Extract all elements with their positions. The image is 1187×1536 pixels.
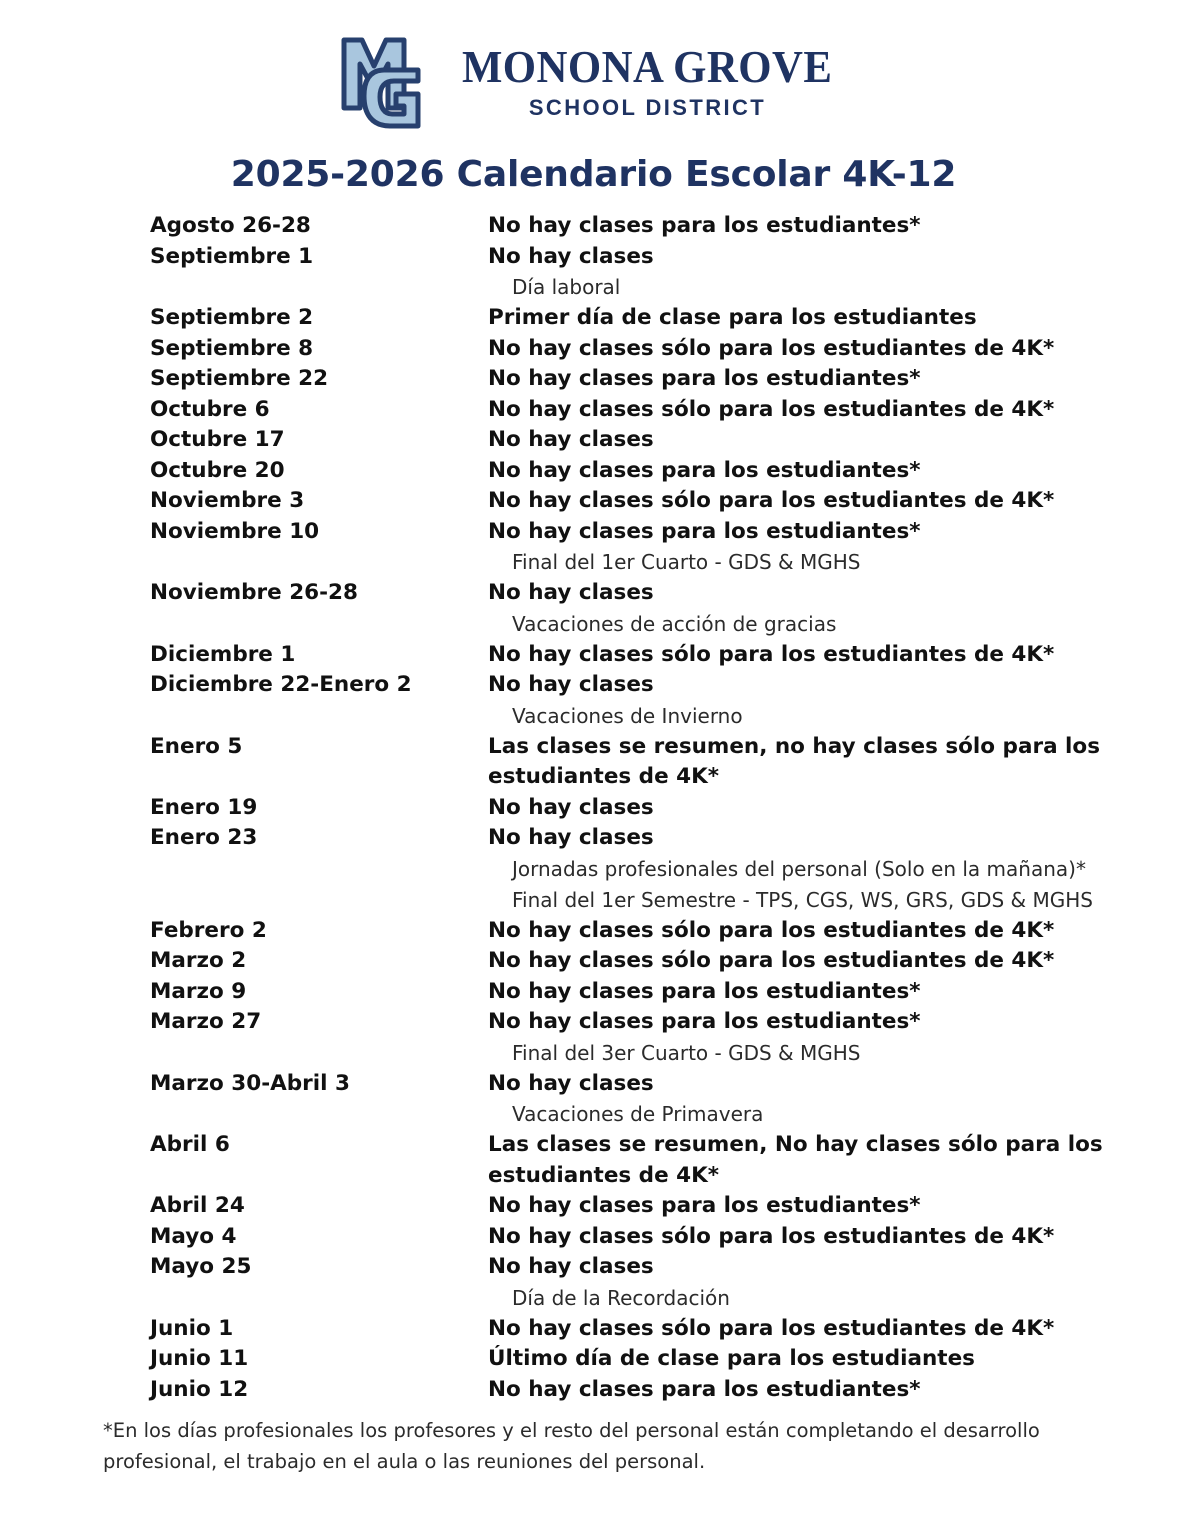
calendar-row-body	[488, 1007, 1127, 1069]
calendar-row-date: Mayo 25	[150, 1254, 252, 1279]
calendar-row-description: Las clases se resumen, no hay clases sólo para los estudiantes de 4K*	[488, 733, 1100, 789]
calendar-row-body	[488, 303, 1127, 334]
calendar-row-body	[488, 732, 1127, 793]
calendar-row	[150, 1222, 1127, 1253]
calendar-row	[150, 670, 1127, 732]
calendar-row	[150, 425, 1127, 456]
calendar-row-description: No hay clases sólo para los estudiantes de 4K*	[488, 488, 1055, 513]
calendar-row-date: Diciembre 22-Enero 2	[150, 672, 412, 697]
calendar-row	[150, 456, 1127, 487]
page-header	[0, 0, 1187, 132]
calendar-row-description: No hay clases para los estudiantes*	[488, 1193, 921, 1218]
calendar-row	[150, 946, 1127, 977]
calendar-row-description: No hay clases	[488, 427, 654, 452]
calendar-row-date: Septiembre 1	[150, 243, 314, 269]
calendar-row-body	[488, 1344, 1127, 1375]
calendar-row-note: Final del 1er Semestre - TPS, CGS, WS, GRS, GDS & MGHS	[512, 887, 1093, 912]
calendar-row-body	[488, 1130, 1127, 1191]
calendar-row-date: Junio 1	[150, 1315, 234, 1341]
calendar-row	[150, 334, 1127, 365]
calendar-row-description: No hay clases para los estudiantes*	[488, 457, 921, 483]
calendar-row-body	[488, 946, 1127, 977]
calendar-row-description: No hay clases	[488, 243, 654, 269]
calendar-row	[150, 732, 1127, 793]
calendar-row	[150, 364, 1127, 395]
calendar-row-date: Noviembre 10	[150, 518, 320, 544]
calendar-row-note: Día de la Recordación	[512, 1285, 730, 1310]
calendar-row	[150, 517, 1127, 579]
calendar-row-body	[488, 823, 1127, 916]
calendar-row-body	[488, 1252, 1127, 1314]
calendar-row-date: Septiembre 8	[150, 335, 314, 361]
calendar-row	[150, 1344, 1127, 1375]
calendar-row-body	[488, 1222, 1127, 1253]
calendar-row-date: Octubre 17	[150, 427, 285, 452]
calendar-row-body	[488, 334, 1127, 365]
calendar-row-description: No hay clases para los estudiantes*	[488, 213, 921, 238]
calendar-row-description: No hay clases para los estudiantes*	[488, 1376, 921, 1402]
calendar-row-body	[488, 456, 1127, 487]
calendar-row-description: No hay clases	[488, 1254, 654, 1279]
calendar-list	[0, 211, 1187, 1405]
calendar-row-description: No hay clases para los estudiantes*	[488, 978, 921, 1004]
calendar-row-date: Marzo 9	[150, 978, 247, 1004]
calendar-row-body	[488, 1314, 1127, 1345]
calendar-row-body	[488, 395, 1127, 426]
calendar-row-description: No hay clases para los estudiantes*	[488, 518, 921, 544]
calendar-row-note: Jornadas profesionales del personal (Solo en la mañana)*	[512, 856, 1086, 881]
calendar-row-body	[488, 486, 1127, 517]
calendar-row-note: Vacaciones de acción de gracias	[512, 611, 837, 636]
calendar-row-body	[488, 977, 1127, 1008]
calendar-row	[150, 640, 1127, 671]
calendar-row	[150, 1252, 1127, 1314]
calendar-row-note: Final del 1er Cuarto - GDS & MGHS	[512, 550, 861, 574]
calendar-row-date: Febrero 2	[150, 917, 267, 943]
calendar-row	[150, 395, 1127, 426]
calendar-row	[150, 242, 1127, 304]
calendar-row-note: Vacaciones de Invierno	[512, 703, 743, 728]
calendar-row	[150, 1314, 1127, 1345]
calendar-row-description: No hay clases sólo para los estudiantes de 4K*	[488, 948, 1055, 973]
district-name: MONONA GROVE	[462, 40, 833, 92]
calendar-row-body	[488, 1375, 1127, 1406]
calendar-row-description: No hay clases	[488, 794, 654, 820]
calendar-row-date: Marzo 27	[150, 1009, 262, 1034]
calendar-row-date: Enero 5	[150, 733, 243, 759]
calendar-row-note: Día laboral	[512, 275, 621, 299]
calendar-row-note: Vacaciones de Primavera	[512, 1102, 764, 1126]
district-subtitle: SCHOOL DISTRICT	[528, 94, 767, 120]
calendar-row-body	[488, 211, 1127, 242]
calendar-row-body	[488, 1191, 1127, 1222]
calendar-row-description: No hay clases sólo para los estudiantes de 4K*	[488, 1315, 1055, 1341]
district-wordmark	[448, 38, 846, 119]
calendar-row-date: Septiembre 2	[150, 305, 314, 330]
calendar-row-date: Septiembre 22	[150, 366, 329, 391]
calendar-row-date: Junio 11	[150, 1346, 249, 1371]
footnote: *En los días profesionales los profesores y el resto del personal están completando el desarrollo profesional, el trabajo en el aula o las reuniones del personal.	[103, 1419, 1040, 1473]
calendar-row	[150, 793, 1127, 824]
calendar-row-description: Último día de clase para los estudiantes	[488, 1346, 975, 1371]
calendar-row	[150, 303, 1127, 334]
calendar-row	[150, 1375, 1127, 1406]
calendar-row-note: Final del 3er Cuarto - GDS & MGHS	[512, 1040, 861, 1065]
calendar-row-date: Noviembre 26-28	[150, 580, 358, 605]
district-logo-lockup	[340, 24, 846, 132]
calendar-row-date: Mayo 4	[150, 1223, 237, 1249]
calendar-row-description: No hay clases sólo para los estudiantes de 4K*	[488, 1223, 1055, 1249]
calendar-row-description: No hay clases para los estudiantes*	[488, 1009, 921, 1034]
calendar-row	[150, 211, 1127, 242]
mg-monogram-icon	[340, 24, 432, 132]
calendar-row-body	[488, 364, 1127, 395]
calendar-row-body	[488, 242, 1127, 304]
calendar-row-date: Agosto 26-28	[150, 213, 311, 238]
calendar-row-date: Abril 24	[150, 1193, 245, 1218]
calendar-row-description: No hay clases para los estudiantes*	[488, 366, 921, 391]
calendar-row-description: No hay clases sólo para los estudiantes de 4K*	[488, 917, 1055, 943]
page-title: 2025-2026 Calendario Escolar 4K-12	[230, 154, 957, 195]
calendar-row-description: Las clases se resumen, No hay clases sólo para los estudiantes de 4K*	[488, 1132, 1103, 1188]
calendar-row-description: No hay clases	[488, 580, 654, 605]
calendar-row-body	[488, 517, 1127, 579]
calendar-row	[150, 916, 1127, 947]
calendar-row	[150, 977, 1127, 1008]
calendar-row-date: Abril 6	[150, 1132, 230, 1157]
calendar-row-date: Junio 12	[150, 1376, 249, 1402]
calendar-row-body	[488, 578, 1127, 640]
calendar-row	[150, 486, 1127, 517]
calendar-row	[150, 578, 1127, 640]
calendar-row	[150, 1069, 1127, 1131]
calendar-row	[150, 823, 1127, 916]
calendar-row-body	[488, 916, 1127, 947]
calendar-row	[150, 1007, 1127, 1069]
calendar-row-body	[488, 640, 1127, 671]
calendar-row-body	[488, 425, 1127, 456]
calendar-row-body	[488, 670, 1127, 732]
calendar-row-date: Enero 19	[150, 794, 258, 820]
calendar-row-date: Noviembre 3	[150, 488, 305, 513]
calendar-row-description: No hay clases sólo para los estudiantes de 4K*	[488, 335, 1055, 361]
calendar-row	[150, 1130, 1127, 1191]
calendar-row-date: Octubre 6	[150, 396, 270, 422]
calendar-row-body	[488, 793, 1127, 824]
calendar-row-description: Primer día de clase para los estudiantes	[488, 305, 977, 330]
calendar-row-date: Octubre 20	[150, 457, 285, 483]
calendar-row-date: Marzo 30-Abril 3	[150, 1070, 350, 1096]
calendar-row-description: No hay clases	[488, 672, 654, 697]
calendar-row-description: No hay clases sólo para los estudiantes de 4K*	[488, 396, 1055, 422]
calendar-row-date: Marzo 2	[150, 948, 247, 973]
calendar-row-description: No hay clases	[488, 825, 654, 850]
calendar-row-body	[488, 1069, 1127, 1131]
calendar-row-date: Diciembre 1	[150, 641, 296, 667]
calendar-row	[150, 1191, 1127, 1222]
calendar-row-description: No hay clases	[488, 1070, 654, 1096]
calendar-row-date: Enero 23	[150, 825, 258, 850]
calendar-row-description: No hay clases sólo para los estudiantes de 4K*	[488, 641, 1055, 667]
